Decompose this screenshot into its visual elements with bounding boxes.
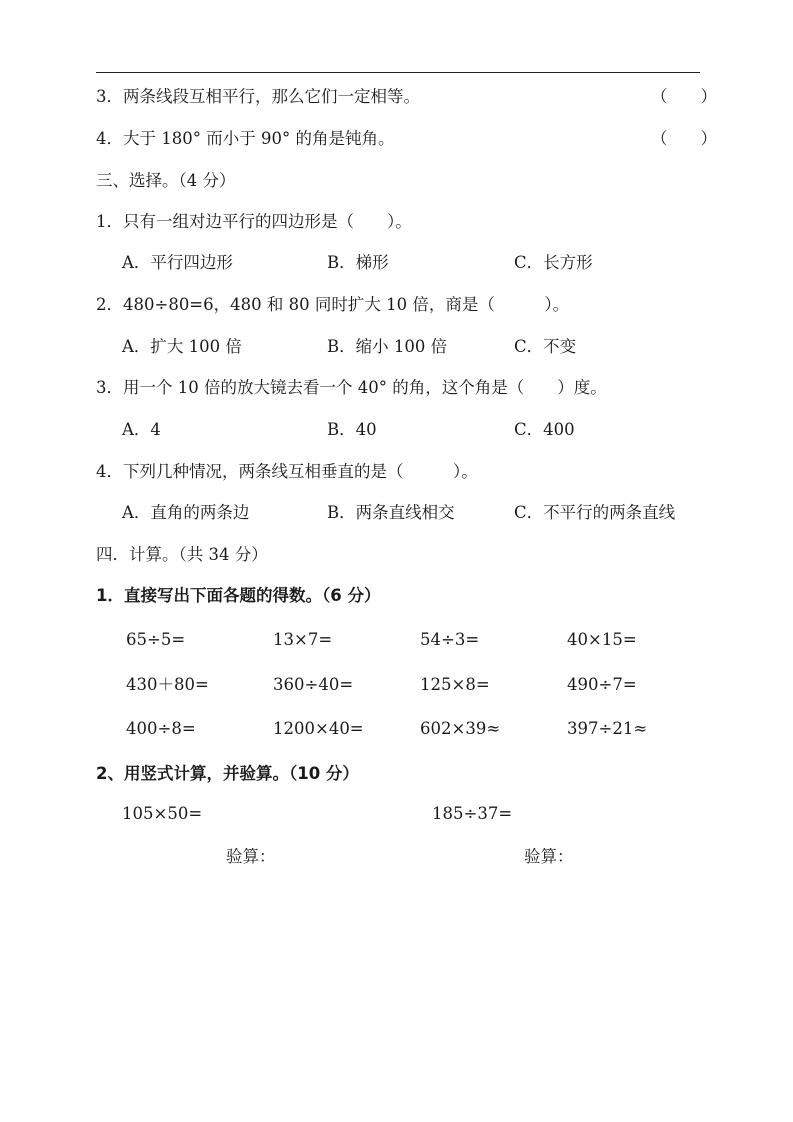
vertical-calc-heading: 2、用竖式计算，并验算。（10 分）	[96, 764, 359, 783]
calc-item: 40×15=	[567, 630, 637, 649]
calc-item: 490÷7=	[567, 675, 637, 694]
choice-1-option-b[interactable]: B．梯形	[327, 253, 389, 272]
choice-2-option-c[interactable]: C．不变	[514, 337, 577, 356]
choice-4-option-a[interactable]: A．直角的两条边	[122, 503, 250, 522]
choice-question-4: 4．下列几种情况，两条线互相垂直的是（ ）。	[96, 462, 478, 481]
vertical-problem-2: 185÷37=	[432, 804, 513, 823]
choice-question-3: 3．用一个 10 倍的放大镜去看一个 40° 的角，这个角是（ ）度。	[96, 378, 607, 397]
judge-item-4: 4．大于 180° 而小于 90° 的角是钝角。	[96, 129, 395, 148]
choice-2-option-b[interactable]: B．缩小 100 倍	[327, 337, 448, 356]
choice-question-2: 2．480÷80=6，480 和 80 同时扩大 10 倍，商是（ ）。	[96, 295, 570, 314]
choice-question-1: 1．只有一组对边平行的四边形是（ ）。	[96, 212, 412, 231]
choice-4-option-b[interactable]: B．两条直线相交	[327, 503, 455, 522]
choice-3-option-b[interactable]: B．40	[327, 420, 377, 439]
choice-3-option-c[interactable]: C．400	[514, 420, 575, 439]
header-rule	[96, 72, 700, 73]
calc-item: 125×8=	[420, 675, 490, 694]
calc-item: 65÷5=	[126, 630, 186, 649]
check-label-2: 验算：	[524, 847, 574, 866]
calc-heading: 四．计算。（共 34 分）	[96, 545, 268, 564]
judge-answer-3[interactable]: （ ）	[651, 87, 717, 106]
judge-item-3: 3．两条线段互相平行，那么它们一定相等。	[96, 87, 420, 106]
calc-item: 400÷8=	[126, 719, 196, 738]
choice-1-option-c[interactable]: C．长方形	[514, 253, 593, 272]
choice-4-option-c[interactable]: C．不平行的两条直线	[514, 503, 676, 522]
calc-item: 397÷21≈	[567, 719, 648, 738]
choice-1-option-a[interactable]: A．平行四边形	[122, 253, 233, 272]
calc-item: 360÷40=	[273, 675, 354, 694]
calc-item: 602×39≈	[420, 719, 501, 738]
choice-heading: 三、选择。（4 分）	[96, 171, 236, 190]
calc-item: 13×7=	[273, 630, 333, 649]
choice-2-option-a[interactable]: A．扩大 100 倍	[122, 337, 242, 356]
vertical-problem-1: 105×50=	[122, 804, 203, 823]
check-label-1: 验算：	[226, 847, 276, 866]
judge-answer-4[interactable]: （ ）	[651, 129, 717, 148]
calc-item: 54÷3=	[420, 630, 480, 649]
calc-item: 1200×40=	[273, 719, 364, 738]
direct-calc-heading: 1．直接写出下面各题的得数。（6 分）	[96, 586, 381, 605]
choice-3-option-a[interactable]: A．4	[122, 420, 161, 439]
calc-item: 430＋80=	[126, 675, 209, 694]
